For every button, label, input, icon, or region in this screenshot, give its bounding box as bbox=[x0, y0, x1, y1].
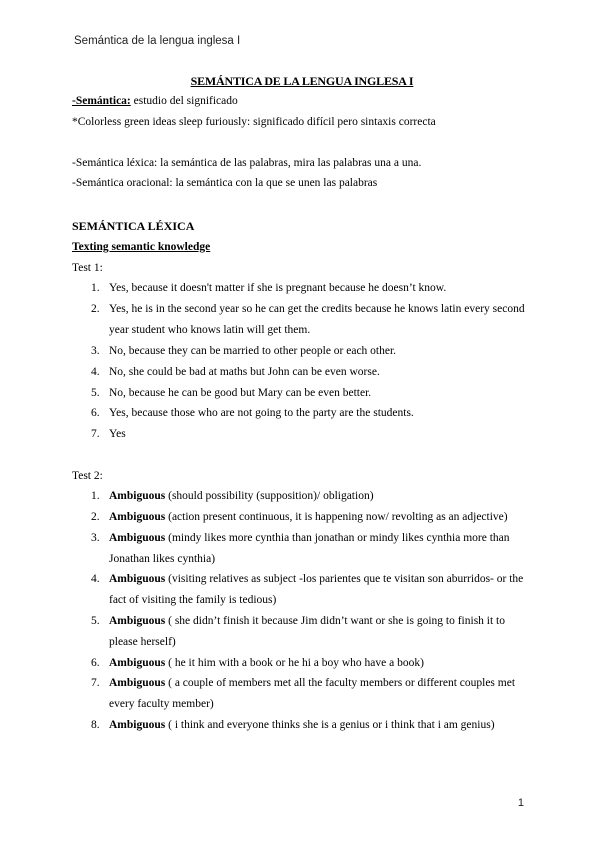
list-item: 8. Ambiguous ( i think and everyone thinks she is a genius or i think that i am genius) bbox=[91, 719, 495, 732]
list-item: 6. Yes, because those who are not going to the party are the students. bbox=[91, 407, 414, 420]
lexica-definition: -Semántica léxica: la semántica de las palabras, mira las palabras una a una. bbox=[72, 156, 422, 169]
test2-list bbox=[72, 486, 532, 736]
oracional-definition: -Semántica oracional: la semántica con la que se unen las palabras bbox=[72, 177, 378, 189]
list-item: 5. Ambiguous ( she didn’t finish it because Jim didn’t want or she is going to finish it to please herself) bbox=[91, 615, 506, 648]
test1-list bbox=[72, 278, 532, 445]
list-item: 1. Yes, because it doesn't matter if she is pregnant because he doesn’t know. bbox=[91, 282, 447, 294]
definition-line bbox=[72, 91, 532, 112]
definition-text: estudio del significado bbox=[130, 95, 238, 107]
page-number: 1 bbox=[517, 797, 524, 809]
example-line: *Colorless green ideas sleep furiously: significado difícil pero sintaxis correcta bbox=[72, 115, 436, 128]
list-item: 7. Yes bbox=[91, 428, 126, 441]
list-item: 2. Ambiguous (action present continuous, it is happening now/ revolting as an adjective) bbox=[91, 511, 508, 524]
list-item: 6. Ambiguous ( he it him with a book or he hi a boy who have a book) bbox=[91, 656, 424, 669]
definition-term: -Semántica: bbox=[72, 95, 131, 107]
document-body bbox=[72, 71, 532, 736]
document-title: SEMÁNTICA DE LA LENGUA INGLESA I bbox=[190, 74, 414, 88]
list-item: 3. No, because they can be married to other people or each other. bbox=[91, 344, 397, 357]
list-item: 4. Ambiguous (visiting relatives as subject -los parientes que te visitan son aburridos- or the fact of visiting the family is tedious) bbox=[91, 573, 524, 607]
list-item: 5. No, because he can be good but Mary can be even better. bbox=[91, 386, 372, 399]
test2-label: Test 2: bbox=[72, 469, 103, 482]
test1-label: Test 1: bbox=[72, 261, 103, 274]
list-item: 3. Ambiguous (mindy likes more cynthia than jonathan or mindy likes cynthia more than Jonathan likes cynthia) bbox=[91, 531, 510, 565]
list-item: 2. Yes, he is in the second year so he can get the credits because he knows latin every second year student who knows latin will get them. bbox=[91, 302, 525, 336]
list-item: 7. Ambiguous ( a couple of members met all the faculty members or different couples met every faculty member) bbox=[91, 677, 516, 711]
list-item: 4. No, she could be bad at maths but John can be even worse. bbox=[91, 365, 380, 378]
running-header: Semántica de la lengua inglesa I bbox=[74, 35, 241, 47]
list-item: 1. Ambiguous (should possibility (supposition)/ obligation) bbox=[91, 490, 374, 503]
section-heading: SEMÁNTICA LÉXICA bbox=[72, 219, 195, 233]
subheading: Texting semantic knowledge bbox=[72, 241, 211, 253]
